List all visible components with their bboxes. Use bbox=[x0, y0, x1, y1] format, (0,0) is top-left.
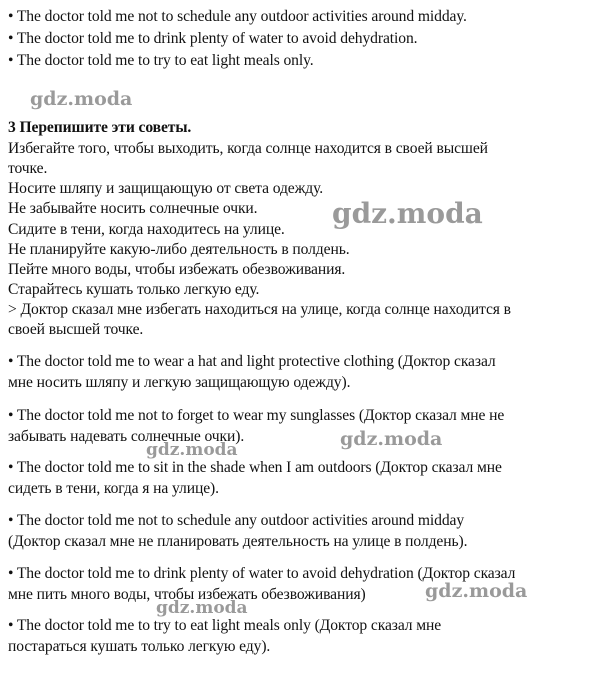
advice-line: Не забывайте носить солнечные очки. bbox=[8, 200, 258, 217]
answer-line: • The doctor told me not to schedule any outdoor activities around midday bbox=[8, 512, 465, 529]
advice-line: Носите шляпу и защищающую от света одежду. bbox=[8, 180, 324, 197]
watermark: gdz.moda bbox=[332, 197, 483, 230]
answer-line: • The doctor told me to sit in the shade when I am outdoors (Доктор сказал мне bbox=[8, 459, 502, 476]
answer-line: мне носить шляпу и легкую защищающую одежду). bbox=[8, 374, 351, 391]
example-line: > Доктор сказал мне избегать находиться на улице, когда солнце находится в bbox=[8, 301, 511, 318]
advice-line: Сидите в тени, когда находитесь на улице. bbox=[8, 221, 285, 238]
answer-line: • The doctor told me to try to eat light meals only (Доктор сказал мне bbox=[8, 617, 442, 634]
watermark: gdz.moda bbox=[425, 580, 528, 602]
answer-line: мне пить много воды, чтобы избежать обезвоживания) bbox=[8, 586, 366, 603]
top-bullet-2: • The doctor told me to drink plenty of water to avoid dehydration. bbox=[8, 30, 418, 47]
advice-line: Старайтесь кушать только легкую еду. bbox=[8, 281, 260, 298]
answer-line: сидеть в тени, когда я на улице). bbox=[8, 480, 219, 497]
answer-line: • The doctor told me to wear a hat and light protective clothing (Доктор сказал bbox=[8, 353, 496, 370]
watermark: gdz.moda bbox=[146, 440, 238, 460]
example-line: своей высшей точке. bbox=[8, 321, 144, 338]
watermark: gdz.moda bbox=[30, 88, 133, 110]
watermark: gdz.moda bbox=[340, 428, 443, 450]
answer-line: • The doctor told me not to forget to wear my sunglasses (Доктор сказал мне не bbox=[8, 407, 505, 424]
top-bullet-1: • The doctor told me not to schedule any outdoor activities around midday. bbox=[8, 8, 467, 25]
answer-line: постараться кушать только легкую еду). bbox=[8, 638, 271, 655]
advice-line: Пейте много воды, чтобы избежать обезвоживания. bbox=[8, 261, 346, 278]
advice-line: Избегайте того, чтобы выходить, когда солнце находится в своей высшей bbox=[8, 140, 488, 157]
watermark: gdz.moda bbox=[156, 598, 248, 618]
top-bullet-3: • The doctor told me to try to eat light meals only. bbox=[8, 52, 314, 69]
answer-line: • The doctor told me to drink plenty of water to avoid dehydration (Доктор сказал bbox=[8, 565, 516, 582]
answer-line: (Доктор сказал мне не планировать деятельность на улице в полдень). bbox=[8, 533, 468, 550]
advice-line: точке. bbox=[8, 160, 48, 177]
answer-line: забывать надевать солнечные очки). bbox=[8, 428, 245, 445]
section-heading: 3 Перепишите эти советы. bbox=[8, 119, 192, 136]
advice-line: Не планируйте какую-либо деятельность в полдень. bbox=[8, 241, 350, 258]
